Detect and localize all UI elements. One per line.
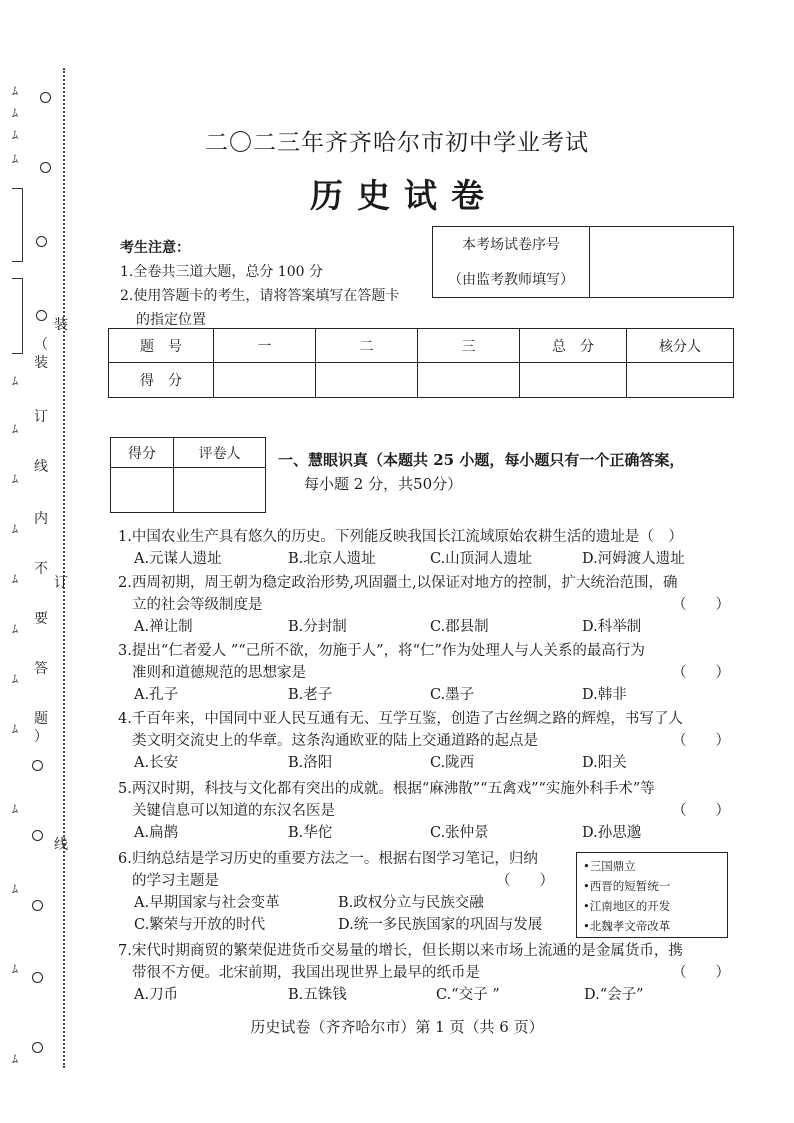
option[interactable]: C.郡县制 (430, 619, 489, 635)
exam-subject: 历史试卷 (310, 176, 498, 215)
tick-mark: ﾑ (12, 572, 19, 586)
option[interactable]: C.陇西 (430, 755, 475, 771)
option[interactable]: D.阳关 (582, 755, 627, 771)
section-title-line: 每小题 2 分，共50分） (304, 475, 463, 493)
tick-mark: ﾑ (12, 802, 19, 816)
tick-mark: ﾑ (12, 374, 19, 388)
option[interactable]: B.五铢钱 (288, 987, 347, 1003)
score-table (108, 328, 734, 398)
answer-paren[interactable]: （ ） (672, 665, 730, 681)
answer-paren[interactable]: （ ） (672, 965, 730, 981)
tick-mark: ﾑ (12, 672, 19, 686)
score-header-cell: 一 (214, 329, 316, 363)
option[interactable]: B.老子 (288, 687, 333, 703)
question-text: 7.宋代时期商贸的繁荣促进货币交易量的增长，但长期以来市场上流通的是金属货币，携 (118, 943, 683, 959)
question-text: 关键信息可以知道的东汉名医是 (132, 803, 335, 819)
study-notes-box (576, 852, 728, 938)
grader-cell[interactable] (174, 468, 266, 513)
score-header-cell: 三 (418, 329, 520, 363)
notice-item: 的指定位置 (136, 312, 206, 328)
tick-mark: ﾑ (12, 882, 19, 896)
option[interactable]: A.元谋人遗址 (134, 551, 222, 567)
question-line (118, 962, 730, 984)
question-line (118, 800, 730, 822)
score-cell[interactable] (627, 363, 734, 398)
question-text: 带很不方便。北宋前期，我国出现世界上最早的纸币是 (132, 965, 480, 981)
binding-hole-circle (32, 972, 43, 983)
vertical-note-char: 要 (34, 611, 48, 627)
option[interactable]: B.分封制 (288, 619, 347, 635)
sequence-sublabel: （由监考教师填写） (433, 261, 590, 298)
tick-mark: ﾑ (12, 84, 19, 98)
tick-mark: ﾑ (12, 106, 19, 120)
question-text: 4.千百年来，中国同中亚人民互通有无、互学互鉴，创造了古丝绸之路的辉煌，书写了人 (118, 711, 683, 727)
question-text: 准则和道德规范的思想家是 (132, 665, 306, 681)
grade-score-label: 得分 (111, 438, 174, 468)
tick-mark: ﾑ (12, 962, 19, 976)
option[interactable]: D.河姆渡人遗址 (582, 551, 685, 567)
binding-bracket (12, 278, 23, 354)
binding-hole-circle (32, 1042, 43, 1053)
tick-mark: ﾑ (12, 722, 19, 736)
grader-label: 评卷人 (174, 438, 266, 468)
question-options (118, 752, 730, 774)
vertical-note-char: 题 (34, 711, 48, 727)
option[interactable]: B.政权分立与民族交融 (338, 895, 484, 911)
score-cell[interactable] (316, 363, 418, 398)
option[interactable]: A.禅让制 (134, 619, 193, 635)
question-options (118, 984, 730, 1006)
note-item: •北魏孝文帝改革 (583, 919, 671, 933)
vertical-note-char: 线 (34, 459, 48, 475)
option[interactable]: A.孔子 (134, 687, 179, 703)
question-text: 类文明交流史上的华章。这条沟通欧亚的陆上交通道路的起点是 (132, 733, 538, 749)
vertical-note-char: 不 (34, 561, 48, 577)
option[interactable]: C.墨子 (430, 687, 475, 703)
binding-label: 装 (54, 317, 68, 333)
note-item: •三国鼎立 (583, 859, 636, 873)
question-options (118, 684, 730, 706)
option[interactable]: B.洛阳 (288, 755, 333, 771)
question (118, 526, 730, 570)
question (118, 848, 562, 936)
notice-item: 2.使用答题卡的考生，请将答案填写在答题卡 (120, 288, 400, 304)
answer-paren[interactable]: （ ） (672, 803, 730, 819)
page-footer: 历史试卷（齐齐哈尔市）第 1 页（共 6 页） (250, 1018, 544, 1036)
binding-hole-circle (36, 310, 47, 321)
option[interactable]: B.华佗 (288, 825, 333, 841)
grade-box (110, 437, 266, 513)
question-options (118, 892, 562, 914)
question-text: 6.归纳总结是学习历史的重要方法之一。根据右图学习笔记，归纳 (118, 851, 538, 867)
score-header-cell: 题 号 (109, 329, 214, 363)
question-line (118, 662, 730, 684)
vertical-note-char: ） (34, 729, 48, 745)
question-text: 的学习主题是 (132, 873, 219, 889)
option[interactable]: C.张仲景 (430, 825, 489, 841)
binding-hole-circle (32, 900, 43, 911)
sequence-value-cell[interactable] (590, 227, 734, 298)
score-cell[interactable] (214, 363, 316, 398)
vertical-note-char: 订 (34, 409, 48, 425)
score-cell[interactable] (520, 363, 627, 398)
answer-paren[interactable]: （ ） (672, 733, 730, 749)
binding-dotted-line (63, 68, 65, 1068)
question-options (118, 616, 730, 638)
score-row-label: 得 分 (109, 363, 214, 398)
question (118, 708, 730, 774)
binding-hole-circle (40, 92, 51, 103)
question-line (118, 594, 730, 616)
binding-label: 线 (54, 837, 68, 853)
score-header-cell: 核分人 (627, 329, 734, 363)
option[interactable]: D.韩非 (582, 687, 627, 703)
question-text: 2.西周初期，周王朝为稳定政治形势,巩固疆土,以保证对地方的控制，扩大统治范围，确 (118, 575, 678, 591)
question-options (118, 548, 730, 570)
question-text: 3.提出“仁者爱人 ”“己所不欲，勿施于人”，将“仁”作为处理人与人关系的最高行为 (118, 643, 645, 659)
option[interactable]: A.长安 (134, 755, 179, 771)
question (118, 572, 730, 638)
grade-score-cell[interactable] (111, 468, 174, 513)
binding-label: 订 (54, 575, 68, 591)
tick-mark: ﾑ (12, 422, 19, 436)
sequence-label: 本考场试卷序号 (433, 227, 590, 262)
answer-paren[interactable]: （ ） (672, 597, 730, 613)
question-options (118, 822, 730, 844)
section-title (278, 448, 738, 496)
question (118, 778, 730, 844)
tick-mark: ﾑ (12, 472, 19, 486)
section-title-line: 一、慧眼识真（本题共 25 小题，每小题只有一个正确答案， (278, 451, 685, 469)
option[interactable]: A.刀币 (134, 987, 179, 1003)
binding-hole-circle (36, 236, 47, 247)
question-text: 1.中国农业生产具有悠久的历史。下列能反映我国长江流域原始农耕生活的遗址是（ ） (118, 529, 683, 545)
option[interactable]: D.科举制 (582, 619, 642, 635)
score-cell[interactable] (418, 363, 520, 398)
vertical-note-char: （ (34, 337, 48, 353)
question (118, 940, 730, 1006)
question (118, 640, 730, 706)
option[interactable]: C.“交子 ” (436, 987, 500, 1003)
question-text: 立的社会等级制度是 (132, 597, 263, 613)
binding-hole-circle (32, 760, 43, 771)
vertical-note-char: 答 (34, 661, 48, 677)
option[interactable]: D.统一多民族国家的巩固与发展 (338, 917, 543, 933)
score-header-cell: 二 (316, 329, 418, 363)
tick-mark: ﾑ (12, 152, 19, 166)
exam-title: 二〇二三年齐齐哈尔市初中学业考试 (205, 130, 589, 156)
tick-mark: ﾑ (12, 1052, 19, 1066)
notice-item: 1.全卷共三道大题，总分 100 分 (120, 264, 323, 280)
question-options (118, 914, 562, 936)
answer-paren[interactable]: （ ） (496, 873, 554, 889)
note-item: •西晋的短暂统一 (583, 879, 671, 893)
option[interactable]: C.山顶洞人遗址 (430, 551, 533, 567)
score-header-cell: 总 分 (520, 329, 627, 363)
option[interactable]: D.“会子” (584, 987, 644, 1003)
option[interactable]: D.孙思邈 (582, 825, 642, 841)
notice-heading: 考生注意： (120, 240, 190, 256)
option[interactable]: C.繁荣与开放的时代 (134, 917, 266, 933)
binding-hole-circle (32, 830, 43, 841)
option[interactable]: A.早期国家与社会变革 (134, 895, 280, 911)
question-text: 5.两汉时期，科技与文化都有突出的成就。根据“麻沸散”“五禽戏”“实施外科手术”等 (118, 781, 655, 797)
option[interactable]: A.扁鹊 (134, 825, 179, 841)
question-line (118, 870, 562, 892)
vertical-note-char: 装 (34, 355, 48, 371)
tick-mark: ﾑ (12, 128, 19, 142)
tick-mark: ﾑ (12, 622, 19, 636)
candidate-notice (120, 236, 399, 332)
tick-mark: ﾑ (12, 522, 19, 536)
vertical-note-char: 内 (34, 511, 48, 527)
option[interactable]: B.北京人遗址 (288, 551, 376, 567)
note-item: •江南地区的开发 (583, 899, 671, 913)
question-line (118, 730, 730, 752)
exam-sequence-box (432, 226, 734, 298)
